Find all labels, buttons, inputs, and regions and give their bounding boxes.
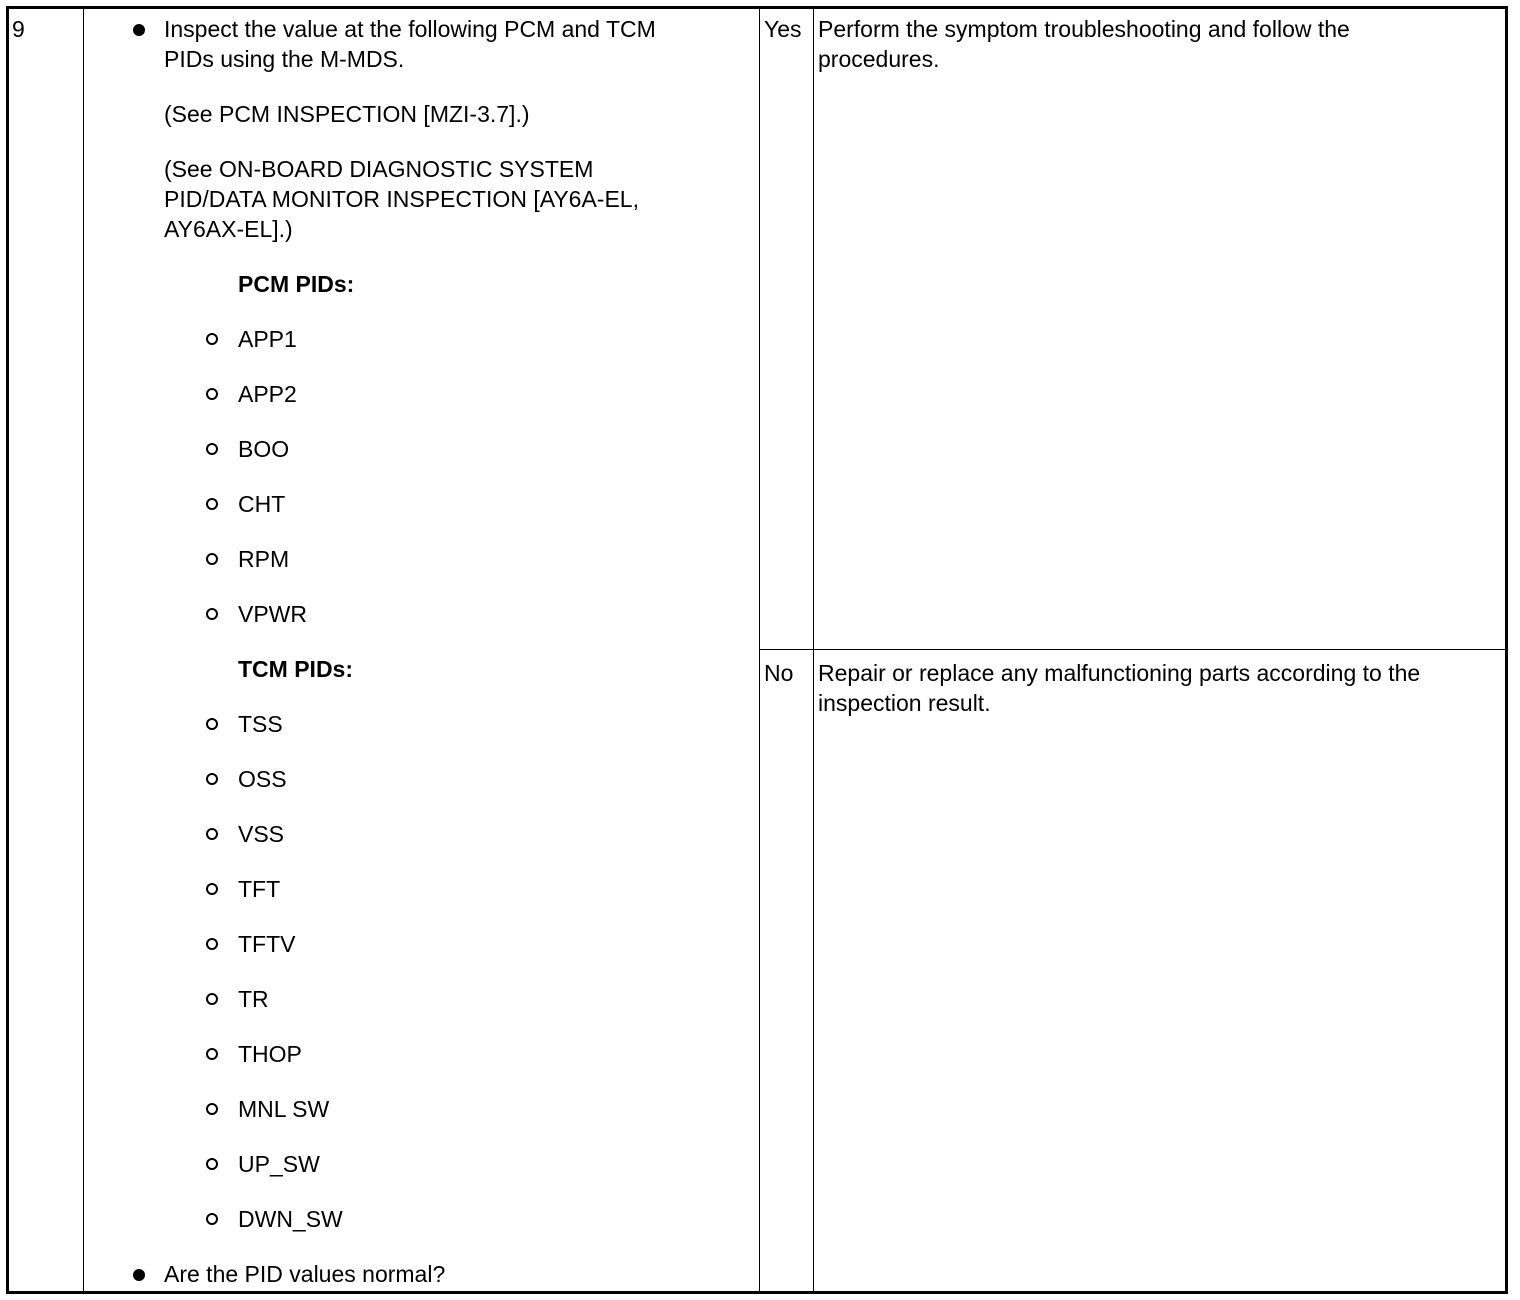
result-yes-action-line-1: Perform the symptom troubleshooting and follow the — [818, 16, 1350, 42]
circle-bullet-icon — [206, 993, 218, 1005]
tcm-pid-item: DWN_SW — [238, 1206, 343, 1232]
bullet-icon — [133, 24, 145, 36]
circle-bullet-icon — [206, 1158, 218, 1170]
circle-bullet-icon — [206, 773, 218, 785]
column-divider-step — [83, 9, 84, 1291]
circle-bullet-icon — [206, 388, 218, 400]
pcm-pids-heading: PCM PIDs: — [238, 271, 355, 297]
circle-bullet-icon — [206, 1048, 218, 1060]
tcm-pid-item: TFT — [238, 876, 281, 902]
bullet-icon — [133, 1269, 145, 1281]
pcm-pid-item: CHT — [238, 491, 286, 517]
reference-pcm-inspection: (See PCM INSPECTION [MZI-3.7].) — [164, 101, 530, 127]
tcm-pid-item: THOP — [238, 1041, 302, 1067]
pcm-pid-item: VPWR — [238, 601, 307, 627]
circle-bullet-icon — [206, 718, 218, 730]
result-yes-action-line-2: procedures. — [818, 46, 940, 72]
tcm-pid-item: VSS — [238, 821, 285, 847]
question-text: Are the PID values normal? — [164, 1261, 446, 1287]
tcm-pid-item: MNL SW — [238, 1096, 330, 1122]
result-no-action-line-2: inspection result. — [818, 690, 991, 716]
pcm-pid-item: APP2 — [238, 381, 297, 407]
reference-obd-line-3: AY6AX-EL].) — [164, 216, 293, 242]
circle-bullet-icon — [206, 938, 218, 950]
instruction-line-1: Inspect the value at the following PCM and TCM — [164, 16, 656, 42]
column-divider-action — [759, 9, 760, 1291]
reference-obd-line-1: (See ON-BOARD DIAGNOSTIC SYSTEM — [164, 156, 594, 182]
instruction-line-2: PIDs using the M-MDS. — [164, 46, 405, 72]
pcm-pid-item: APP1 — [238, 326, 297, 352]
result-no-action-line-1: Repair or replace any malfunctioning parts according to the — [818, 660, 1421, 686]
circle-bullet-icon — [206, 1103, 218, 1115]
tcm-pid-item: TR — [238, 986, 269, 1012]
circle-bullet-icon — [206, 608, 218, 620]
row-divider-yes-no — [759, 649, 1505, 650]
pcm-pid-item: RPM — [238, 546, 290, 572]
circle-bullet-icon — [206, 443, 218, 455]
reference-obd-line-2: PID/DATA MONITOR INSPECTION [AY6A-EL, — [164, 186, 639, 212]
tcm-pid-item: OSS — [238, 766, 287, 792]
result-yes-label: Yes — [764, 16, 802, 42]
circle-bullet-icon — [206, 498, 218, 510]
circle-bullet-icon — [206, 883, 218, 895]
tcm-pid-item: TFTV — [238, 931, 296, 957]
step-number: 9 — [12, 16, 25, 42]
column-divider-result — [813, 9, 814, 1291]
circle-bullet-icon — [206, 333, 218, 345]
tcm-pid-item: TSS — [238, 711, 283, 737]
circle-bullet-icon — [206, 553, 218, 565]
tcm-pids-heading: TCM PIDs: — [238, 656, 353, 682]
pcm-pid-item: BOO — [238, 436, 290, 462]
result-no-label: No — [764, 660, 794, 686]
circle-bullet-icon — [206, 828, 218, 840]
circle-bullet-icon — [206, 1213, 218, 1225]
tcm-pid-item: UP_SW — [238, 1151, 320, 1177]
